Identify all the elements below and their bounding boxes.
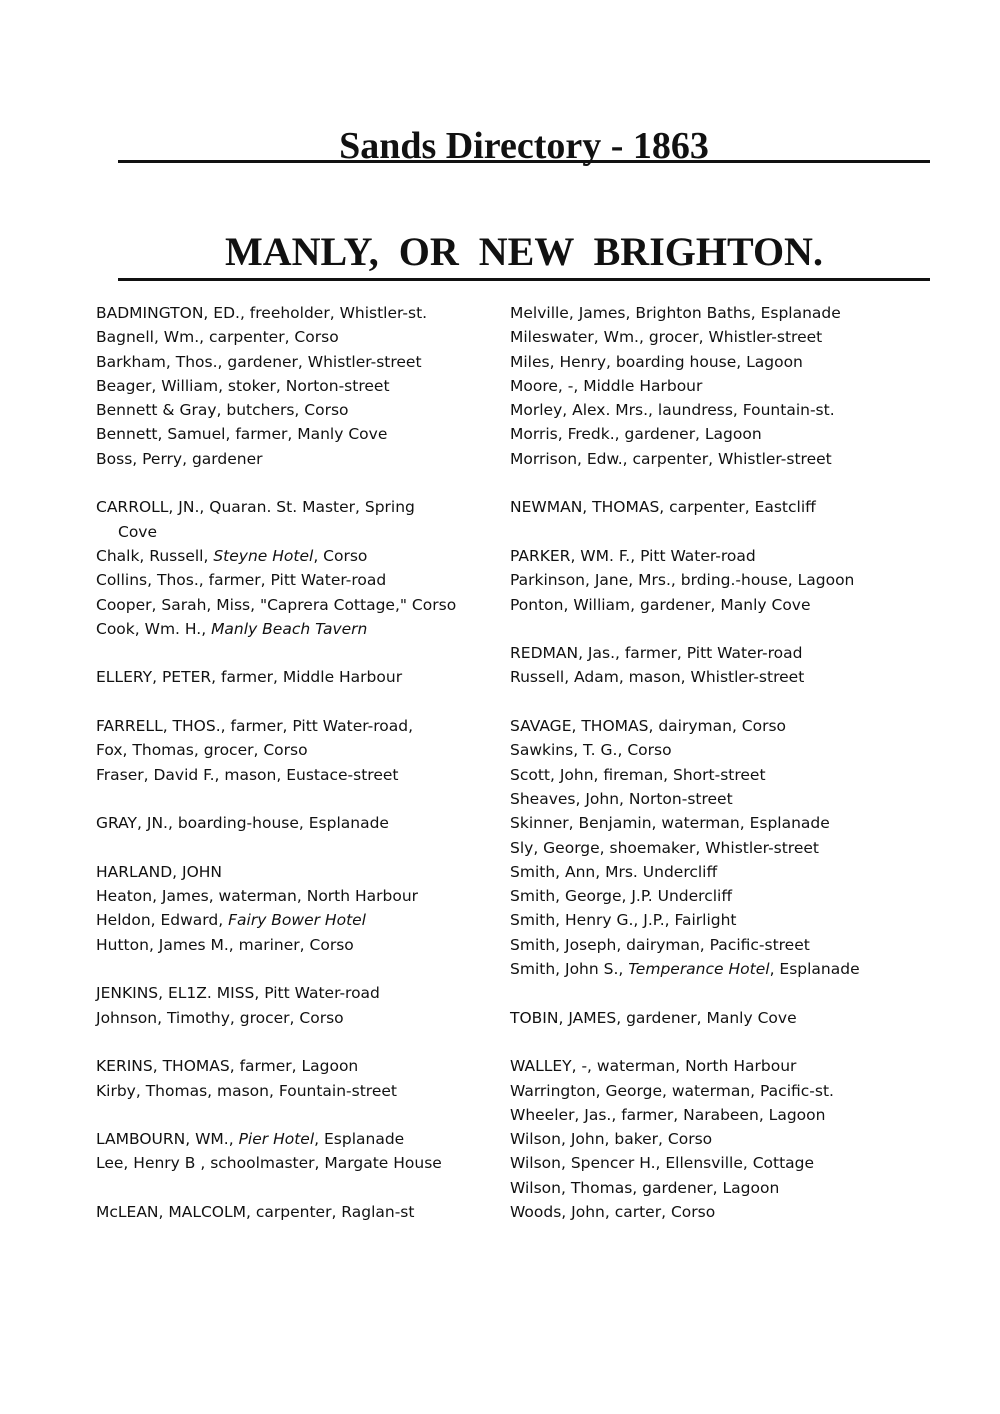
- directory-entry: Hutton, James M., mariner, Corso: [96, 935, 354, 954]
- directory-entry: NEWMAN, THOMAS, carpenter, Eastcliff: [510, 498, 816, 517]
- directory-entry: [96, 908, 496, 932]
- directory-entry: [510, 957, 910, 981]
- directory-entry: Morrison, Edw., carpenter, Whistler-street: [510, 449, 832, 468]
- directory-entry: Collins, Thos., farmer, Pitt Water-road: [96, 571, 387, 590]
- directory-entry: Fox, Thomas, grocer, Corso: [96, 741, 308, 760]
- entry-gap: [96, 1176, 496, 1200]
- entry-gap: [96, 641, 496, 665]
- directory-entry: Ponton, William, gardener, Manly Cove: [510, 595, 811, 614]
- directory-entry: Parkinson, Jane, Mrs., brding.-house, Lagoon: [510, 571, 855, 590]
- directory-entry: SAVAGE, THOMAS, dairyman, Corso: [510, 717, 787, 736]
- directory-entry: Skinner, Benjamin, waterman, Esplanade: [510, 814, 830, 833]
- entry-gap: [510, 981, 910, 1005]
- directory-entry: Wheeler, Jas., farmer, Narabeen, Lagoon: [510, 1105, 826, 1124]
- entry-establishment: Temperance Hotel: [628, 960, 770, 979]
- entry-gap: [96, 1030, 496, 1054]
- entry-text: , Esplanade: [769, 960, 860, 979]
- directory-entry: TOBIN, JAMES, gardener, Manly Cove: [510, 1008, 797, 1027]
- entry-gap: [96, 836, 496, 860]
- directory-entry: Wilson, Spencer H., Ellensville, Cottage: [510, 1154, 815, 1173]
- directory-entry: Russell, Adam, mason, Whistler-street: [510, 668, 805, 687]
- entry-gap: [510, 1030, 910, 1054]
- directory-entry: Wilson, Thomas, gardener, Lagoon: [510, 1178, 780, 1197]
- directory-entry: FARRELL, THOS., farmer, Pitt Water-road,: [96, 717, 414, 736]
- directory-entry: Barkham, Thos., gardener, Whistler-street: [96, 352, 422, 371]
- directory-entry: BADMINGTON, ED., freeholder, Whistler-st.: [96, 304, 428, 322]
- directory-entry: Bagnell, Wm., carpenter, Corso: [96, 328, 339, 347]
- section-divider: [118, 278, 930, 281]
- directory-entry: Wilson, John, baker, Corso: [510, 1130, 713, 1149]
- directory-entry: McLEAN, MALCOLM, carpenter, Raglan-st: [96, 1202, 415, 1221]
- directory-entry: Cove: [118, 522, 158, 541]
- entry-establishment: Fairy Bower Hotel: [228, 911, 366, 930]
- directory-entry: Fraser, David F., mason, Eustace-street: [96, 765, 399, 784]
- directory-entry: Boss, Perry, gardener: [96, 449, 263, 468]
- directory-entry: Warrington, George, waterman, Pacific-st.: [510, 1081, 834, 1100]
- directory-entry: Smith, Henry G., J.P., Fairlight: [510, 911, 737, 930]
- entry-text: Chalk, Russell,: [96, 546, 214, 565]
- directory-entry: REDMAN, Jas., farmer, Pitt Water-road: [510, 644, 803, 663]
- directory-entry: CARROLL, JN., Quaran. St. Master, Spring: [96, 498, 415, 517]
- entry-gap: [510, 617, 910, 641]
- directory-entry: Lee, Henry B , schoolmaster, Margate House: [96, 1154, 442, 1173]
- entry-text: LAMBOURN, WM.,: [96, 1130, 239, 1149]
- directory-entry: Smith, Joseph, dairyman, Pacific-street: [510, 935, 810, 954]
- directory-entry: Scott, John, fireman, Short-street: [510, 765, 766, 784]
- directory-entry: WALLEY, -, waterman, North Harbour: [510, 1057, 797, 1076]
- directory-entry: KERINS, THOMAS, farmer, Lagoon: [96, 1057, 359, 1076]
- directory-entry: Heaton, James, waterman, North Harbour: [96, 887, 419, 906]
- directory-entry: Morris, Fredk., gardener, Lagoon: [510, 425, 762, 444]
- directory-entry: Johnson, Timothy, grocer, Corso: [96, 1008, 344, 1027]
- directory-entry: Sheaves, John, Norton-street: [510, 789, 733, 808]
- directory-entry: GRAY, JN., boarding-house, Esplanade: [96, 814, 389, 833]
- entry-text: , Corso: [313, 546, 368, 565]
- entry-gap: [96, 690, 496, 714]
- directory-entry: Cooper, Sarah, Miss, "Caprera Cottage," Corso: [96, 595, 457, 614]
- entry-text: Smith, John S.,: [510, 960, 629, 979]
- entry-gap: [96, 471, 496, 495]
- entry-text: , Esplanade: [314, 1130, 405, 1149]
- entry-text: Cook, Wm. H.,: [96, 619, 212, 638]
- directory-entry: JENKINS, EL1Z. MISS, Pitt Water-road: [96, 984, 380, 1003]
- section-title: MANLY, OR NEW BRIGHTON.: [225, 229, 823, 275]
- directory-entry: HARLAND, JOHN: [96, 862, 223, 881]
- entry-establishment: Pier Hotel: [238, 1130, 315, 1149]
- directory-entry: [96, 617, 496, 641]
- directory-entry: Moore, -, Middle Harbour: [510, 376, 703, 395]
- directory-entry: Smith, George, J.P. Undercliff: [510, 887, 733, 906]
- directory-entry: [96, 544, 496, 568]
- entry-gap: [96, 787, 496, 811]
- entry-establishment: Manly Beach Tavern: [211, 619, 368, 638]
- entry-gap: [96, 1103, 496, 1127]
- directory-entry: Sly, George, shoemaker, Whistler-street: [510, 838, 819, 857]
- entry-gap: [510, 520, 910, 544]
- directory-entry: ELLERY, PETER, farmer, Middle Harbour: [96, 668, 403, 687]
- directory-entry: Mileswater, Wm., grocer, Whistler-street: [510, 328, 823, 347]
- directory-entry: Bennett, Samuel, farmer, Manly Cove: [96, 425, 388, 444]
- entry-establishment: Steyne Hotel: [213, 546, 314, 565]
- left-column: [96, 301, 496, 1224]
- directory-entry: Smith, Ann, Mrs. Undercliff: [510, 862, 718, 881]
- directory-entry: Melville, James, Brighton Baths, Esplanade: [510, 304, 841, 322]
- document-title: Sands Directory - 1863: [339, 125, 709, 168]
- directory-entry: Sawkins, T. G., Corso: [510, 741, 672, 760]
- directory-entry: Kirby, Thomas, mason, Fountain-street: [96, 1081, 397, 1100]
- entry-gap: [510, 471, 910, 495]
- entry-gap: [510, 690, 910, 714]
- directory-entry: Morley, Alex. Mrs., laundress, Fountain-st.: [510, 401, 835, 420]
- directory-entry: [96, 1127, 496, 1151]
- directory-entry: PARKER, WM. F., Pitt Water-road: [510, 546, 756, 565]
- directory-entry: Bennett & Gray, butchers, Corso: [96, 401, 349, 420]
- entry-text: Heldon, Edward,: [96, 911, 229, 930]
- directory-entry: Woods, John, carter, Corso: [510, 1202, 716, 1221]
- right-column: [510, 301, 910, 1224]
- title-divider: [118, 160, 930, 163]
- directory-entry: Miles, Henry, boarding house, Lagoon: [510, 352, 803, 371]
- directory-entry: Beager, William, stoker, Norton-street: [96, 376, 390, 395]
- entry-gap: [96, 957, 496, 981]
